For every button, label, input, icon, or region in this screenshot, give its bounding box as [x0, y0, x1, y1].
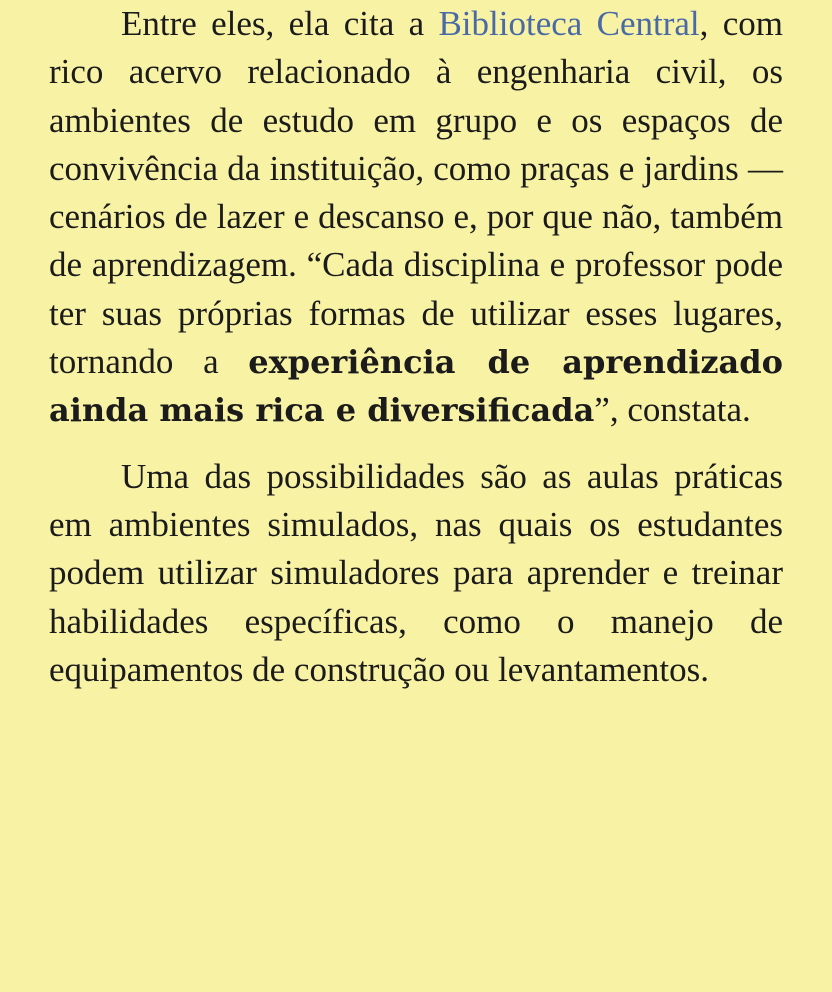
article-body	[49, 0, 783, 694]
paragraph-1-lead-text: Entre eles, ela cita a	[121, 4, 439, 43]
paragraph-aulas-praticas: Uma das possibilidades são as aulas práticas em ambientes simulados, nas quais os estudantes podem utilizar simuladores para aprender e treinar habilidades específicas, como o manejo de equipamentos de construção ou levantamentos.	[49, 456, 783, 689]
emphasized-quote-text: experiência de aprendizado ainda mais rica e diversificada	[49, 343, 783, 430]
paragraph-1-ending-text: ”, constata.	[594, 390, 751, 430]
paragraph-1-body-text: , com rico acervo relacionado à engenharia civil, os ambientes de estudo em grupo e os espaços de convivência da instituição, como praças e jardins — cenários de lazer e descanso e, por que não, também de aprendizagem. “Cada disciplina e professor pode ter suas próprias formas de utilizar esses lugares, tornando a	[49, 4, 783, 382]
paragraph-biblioteca	[49, 0, 783, 435]
biblioteca-central-link[interactable]: Biblioteca Central	[438, 4, 700, 43]
